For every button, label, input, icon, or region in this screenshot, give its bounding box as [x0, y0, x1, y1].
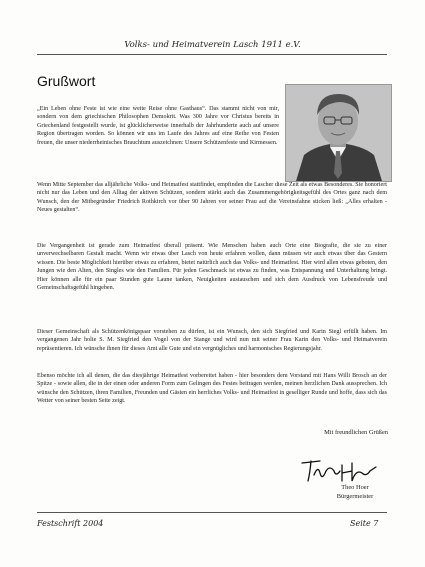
paragraph-1: „Ein Leben ohne Feste ist wie eine weite Reise ohne Gasthaus“. Das stammt nicht von mir, sondern von dem griechischen Philosophen Demokrit. Was 300 Jahre vor Christus bereits in Griechenland festgestellt wurde, ist glücklicherweise innerhalb der Jahrhunderte auch auf unsere Region übertragen worden. So können wir uns im Laufe des Jahres auf eine Reihe von Festen freuen, die unser niederrheinisches Brauchtum auszeichnen: Unsere Schützenfeste und Kirmessen. — [37, 106, 279, 146]
signer-block — [320, 484, 390, 501]
page-header: Volks- und Heimatverein Lasch 1911 e.V. — [124, 40, 301, 50]
paragraph-5: Ebenso möchte ich all denen, die das diesjährige Heimatfest vorbereitet haben - hier besonders dem Vorstand mit Hans Willi Brosch an der Spitze - sowie allen, die in der einen oder anderen Form zum Gelingen des Festes beitragen werden, meinen herzlichen Dank aussprechen. Ich wünsche den Schützen, ihren Familien, Freunden und Gästen ein herrliches Volks- und Heimatfest in geselliger Runde und hoffe, dass sich das Wetter von seiner besten Seite zeigt. — [37, 373, 387, 405]
footer-page-number: Seite 7 — [350, 519, 379, 528]
paragraph-2: Wenn Mitte September das alljährliche Volks- und Heimatfest stattfindet, empfinden die Lascher diese Zeit als etwas Besonderes. Sie honoriert nicht nur das Leben und den Alltag der aktiven Schützen, sondern stärkt auch das Zusammengehörigkeitsgefühl des Ortes ganz nach dem Wunsch, den der Mitbegründer Friedrich Rothkirch vor über 90 Jahren vor seiner Frau auf die Vereinsfahne sticken ließ: „Alles erhalten - Neues gestalten“. — [37, 182, 387, 214]
paragraph-3: Die Vergangenheit ist gerade zum Heimatfest überall präsent. Wie Menschen haben auch Orte eine Biografie, die sie zu einer unverwechselbaren Gestalt macht. Wenn wir etwas über Lasch von heute erfahren wollen, dann müssen wir auch etwas über das Gestern wissen. Die beste Möglichkeit hierüber etwas zu erfahren, bietet natürlich auch das Volks- und Heimatfest. Hier wird allen etwas geboten, den Jungen wie den Alten, den Singles wie den Familien. Für jeden Geschmack ist etwas zu finden, was Entspannung und Unterhaltung bringt. Hier können alle für ein paar Stunden gute Laune tanken, Neuigkeiten austauschen und sich dem Ausdruck von Lebensfreude und Gemeinschaftsgefühl hingeben. — [37, 243, 387, 292]
signer-name: Theo Hoer — [341, 484, 369, 491]
header-rule — [37, 54, 387, 55]
footer-rule — [37, 512, 387, 513]
closing-greeting: Mit freundlichen Grüßen — [324, 429, 388, 436]
portrait-photo — [285, 84, 392, 182]
paragraph-4: Dieser Gemeinschaft als Schützenkönigspaar vorstehen zu dürfen, ist ein Wunsch, den sich Siegfried und Karin Siegl erfüllt haben. Im vergangenen Jahr holte S. M. Siegfried den Vogel von der Stange und wird nun mit seiner Frau Karin den Volks- und Heimatverein repräsentieren. Ich wünsche ihnen für dieses Amt alle Gute und ein vergnügliches und harmonisches Regierungsjahr. — [37, 329, 387, 352]
portrait-illustration — [286, 85, 391, 181]
footer-publication: Festschrift 2004 — [37, 519, 104, 528]
page-title: Grußwort — [37, 73, 96, 89]
signer-role: Bürgermeister — [336, 492, 374, 500]
handwritten-signature — [298, 455, 378, 485]
